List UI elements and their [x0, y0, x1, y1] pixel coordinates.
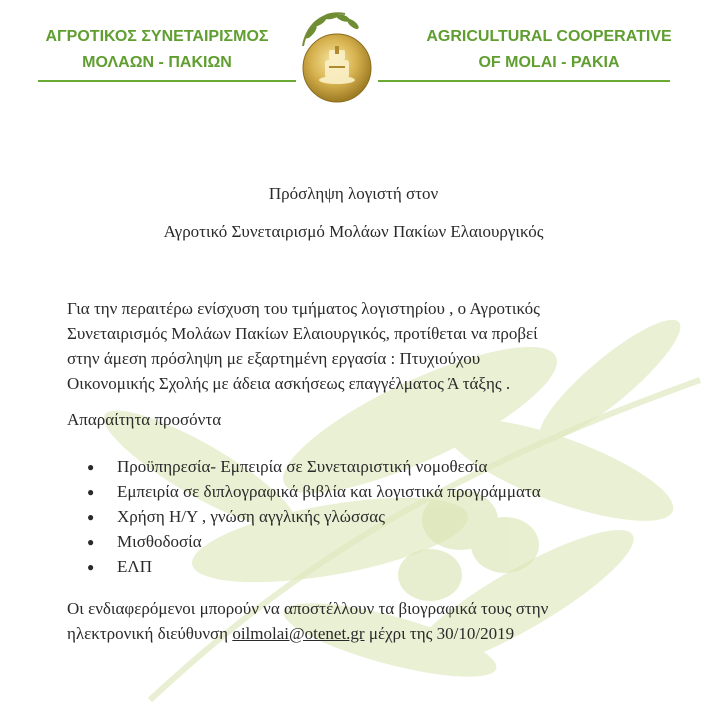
requirement-text: Μισθοδοσία	[117, 532, 202, 551]
requirement-item	[87, 554, 541, 579]
intro-paragraph	[67, 296, 627, 396]
header-greek-line2: ΜΟΛΑΩΝ - ΠΑΚΙΩΝ	[82, 54, 232, 71]
requirement-text: Εμπειρία σε διπλογραφικά βιβλία και λογιστικά προγράμματα	[117, 482, 541, 501]
closing-line2-prefix: ηλεκτρονική διεύθυνση	[67, 624, 233, 643]
intro-line: Για την περαιτέρω ενίσχυση του τμήματος λογιστηρίου , ο Αγροτικός	[67, 299, 540, 318]
header-english-line1: AGRICULTURAL COOPERATIVE	[426, 28, 672, 45]
contact-email-link[interactable]: oilmolai@otenet.gr	[232, 624, 365, 643]
header-english-name	[418, 24, 680, 76]
intro-line: στην άμεση πρόσληψη με εξαρτημένη εργασία : Πτυχιούχου	[67, 349, 481, 368]
bullet-icon: ●	[87, 460, 95, 474]
requirements-heading: Απαραίτητα προσόντα	[67, 410, 222, 429]
header-divider-left	[38, 80, 296, 82]
header-english-line2: OF MOLAI - PAKIA	[478, 54, 620, 71]
closing-paragraph	[67, 596, 667, 646]
bullet-icon: ●	[87, 510, 95, 524]
requirement-item	[87, 504, 541, 529]
header-divider-right	[378, 80, 670, 82]
requirement-text: Χρήση Η/Υ , γνώση αγγλικής γλώσσας	[117, 507, 385, 526]
requirement-text: Προϋπηρεσία- Εμπειρία σε Συνεταιριστική νομοθεσία	[117, 457, 488, 476]
requirement-item	[87, 479, 541, 504]
requirements-list	[87, 454, 541, 579]
requirement-item	[87, 454, 541, 479]
requirement-item	[87, 529, 541, 554]
bullet-icon: ●	[87, 560, 95, 574]
bullet-icon: ●	[87, 485, 95, 499]
header-greek-line1: ΑΓΡΟΤΙΚΟΣ ΣΥΝΕΤΑΙΡΙΣΜΟΣ	[45, 28, 269, 45]
requirement-text: ΕΛΠ	[117, 557, 152, 576]
header-greek-name	[28, 24, 286, 76]
intro-line: Συνεταιρισμός Μολάων Πακίων Ελαιουργικός, προτίθεται να προβεί	[67, 324, 538, 343]
bullet-icon: ●	[87, 535, 95, 549]
intro-line: Οικονομικής Σχολής με άδεια ασκήσεως επαγγέλματος Ά τάξης .	[67, 374, 511, 393]
closing-line2	[67, 621, 667, 646]
notice-title-line2: Αγροτικό Συνεταιρισμό Μολάων Πακίων Ελαιουργικός	[163, 222, 544, 241]
closing-line1: Οι ενδιαφερόμενοι μπορούν να αποστέλλουν τα βιογραφικά τους στην	[67, 599, 549, 618]
closing-deadline: μέχρι της 30/10/2019	[364, 624, 515, 643]
notice-title-line1: Πρόσληψη λογιστή στον	[268, 184, 439, 203]
cooperative-logo-icon	[293, 6, 379, 106]
